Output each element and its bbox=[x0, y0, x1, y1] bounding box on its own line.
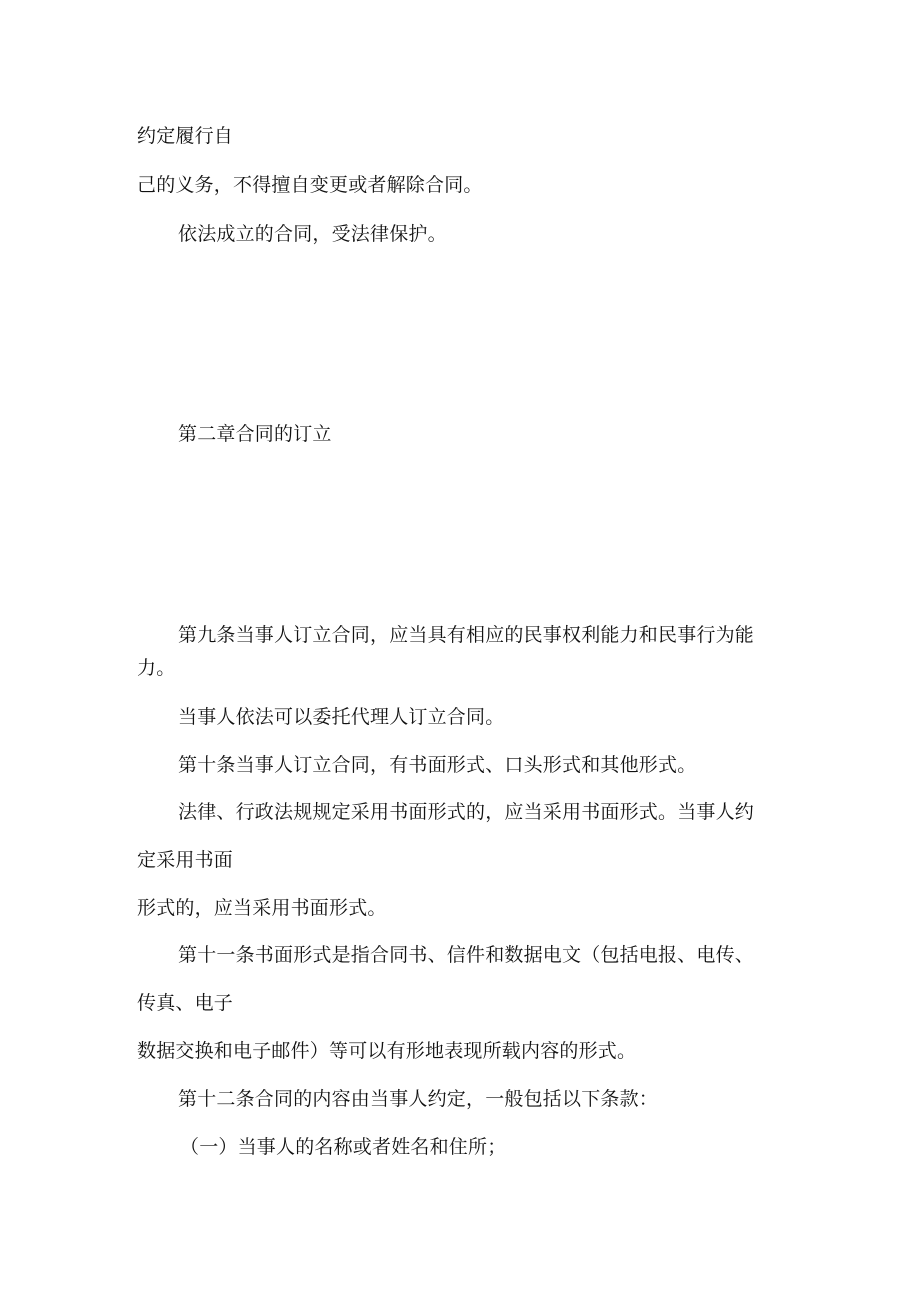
text-line: 定采用书面 bbox=[137, 849, 234, 871]
text-line: 依法成立的合同，受法律保护。 bbox=[178, 223, 447, 245]
text-line: 形式的，应当采用书面形式。 bbox=[137, 897, 387, 919]
article-11-line: 第十一条书面形式是指合同书、信件和数据电文（包括电报、电传、 bbox=[178, 944, 755, 966]
article-9-line: 第九条当事人订立合同，应当具有相应的民事权利能力和民事行为能 bbox=[178, 624, 755, 646]
text-line: 传真、电子 bbox=[137, 992, 234, 1014]
text-line: 力。 bbox=[137, 657, 176, 679]
text-line: 当事人依法可以委托代理人订立合同。 bbox=[178, 706, 505, 728]
list-item: （一）当事人的名称或者姓名和住所； bbox=[180, 1136, 507, 1158]
article-12-line: 第十二条合同的内容由当事人约定，一般包括以下条款： bbox=[178, 1088, 659, 1110]
text-line: 约定履行自 bbox=[137, 125, 234, 147]
article-10-line: 第十条当事人订立合同，有书面形式、口头形式和其他形式。 bbox=[178, 754, 697, 776]
chapter-heading: 第二章合同的订立 bbox=[178, 423, 332, 445]
text-line: 数据交换和电子邮件）等可以有形地表现所载内容的形式。 bbox=[137, 1040, 637, 1062]
text-line: 己的义务，不得擅自变更或者解除合同。 bbox=[137, 174, 483, 196]
text-line: 法律、行政法规规定采用书面形式的，应当采用书面形式。当事人约 bbox=[178, 801, 755, 823]
